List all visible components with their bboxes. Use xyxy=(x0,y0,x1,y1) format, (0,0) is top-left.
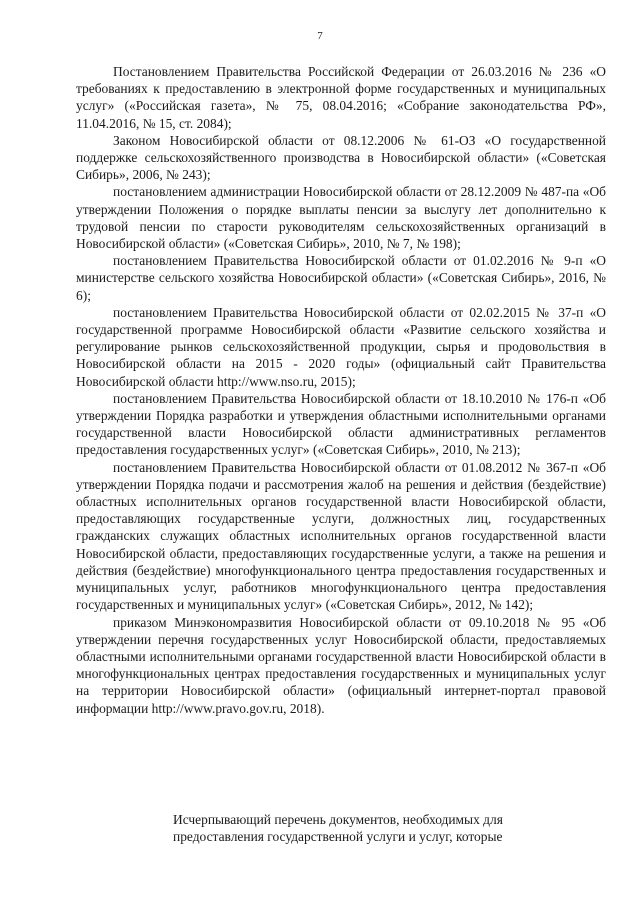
section-heading xyxy=(173,811,593,845)
legal-act-paragraph: постановлением администрации Новосибирской области от 28.12.2009 № 487-па «Об утверждении Положения о порядке выплаты пенсии за выслугу лет дополнительно к трудовой пенсии по старости руководителям сельскохозяйственных организаций в Новосибирской области» («Советская Сибирь», 2010, № 7, № 198); xyxy=(76,184,606,252)
section-heading-line: Исчерпывающий перечень документов, необходимых для xyxy=(173,812,503,827)
legal-basis-list xyxy=(76,63,606,717)
legal-act-paragraph: приказом Минэкономразвития Новосибирской области от 09.10.2018 № 95 «Об утверждении перечня государственных услуг Новосибирской области, предоставляемых областными исполнительными органами государственной власти Новосибирской области в многофункциональных центрах предоставления государственных и муниципальных услуг на территории Новосибирской области» (официальный интернет-портал правовой информации http://www.pravo.gov.ru, 2018). xyxy=(76,614,606,716)
legal-act-paragraph: Законом Новосибирской области от 08.12.2006 № 61-ОЗ «О государственной поддержке сельскохозяйственного производства в Новосибирской области» («Советская Сибирь», 2006, № 243); xyxy=(76,132,606,183)
section-heading-line: предоставления государственной услуги и услуг, которые xyxy=(173,829,503,845)
legal-act-paragraph: постановлением Правительства Новосибирской области от 02.02.2015 № 37-п «О государственной программе Новосибирской области «Развитие сельского хозяйства и регулирование рынков сельскохозяйственной продукции, сырья и продовольствия в Новосибирской области на 2015 - 2020 годы» (официальный сайт Правительства Новосибирской области http://www.nso.ru, 2015); xyxy=(76,304,606,389)
legal-act-paragraph: постановлением Правительства Новосибирской области от 01.02.2016 № 9-п «О министерстве сельского хозяйства Новосибирской области» («Советская Сибирь», 2016, № 6); xyxy=(76,253,606,303)
page-number: 7 xyxy=(317,30,323,42)
legal-act-paragraph: постановлением Правительства Новосибирской области от 01.08.2012 № 367-п «Об утверждении Порядка подачи и рассмотрения жалоб на решения и действия (бездействие) областных исполнительных органов государственной власти Новосибирской области, предоставляющих государственные услуги, должностных лиц, государственных гражданских служащих областных исполнительных органов государственной власти Новосибирской области, предоставляющих государственные услуги, а также на решения и действия (бездействие) многофункционального центра предоставления государственных и муниципальных услуг, работников многофункционального центра предоставления государственных и муниципальных услуг» («Советская Сибирь», 2012, № 142); xyxy=(76,459,606,613)
legal-act-paragraph: постановлением Правительства Новосибирской области от 18.10.2010 № 176-п «Об утверждении Порядка разработки и утверждения областными исполнительными органами государственной власти Новосибирской области административных регламентов предоставления государственных услуг» («Советская Сибирь», 2010, № 213); xyxy=(76,390,606,458)
legal-act-paragraph: Постановлением Правительства Российской Федерации от 26.03.2016 № 236 «О требованиях к предоставлению в электронной форме государственных и муниципальных услуг» («Российская газета», № 75, 08.04.2016; «Собрание законодательства РФ», 11.04.2016, № 15, ст. 2084); xyxy=(76,64,606,131)
